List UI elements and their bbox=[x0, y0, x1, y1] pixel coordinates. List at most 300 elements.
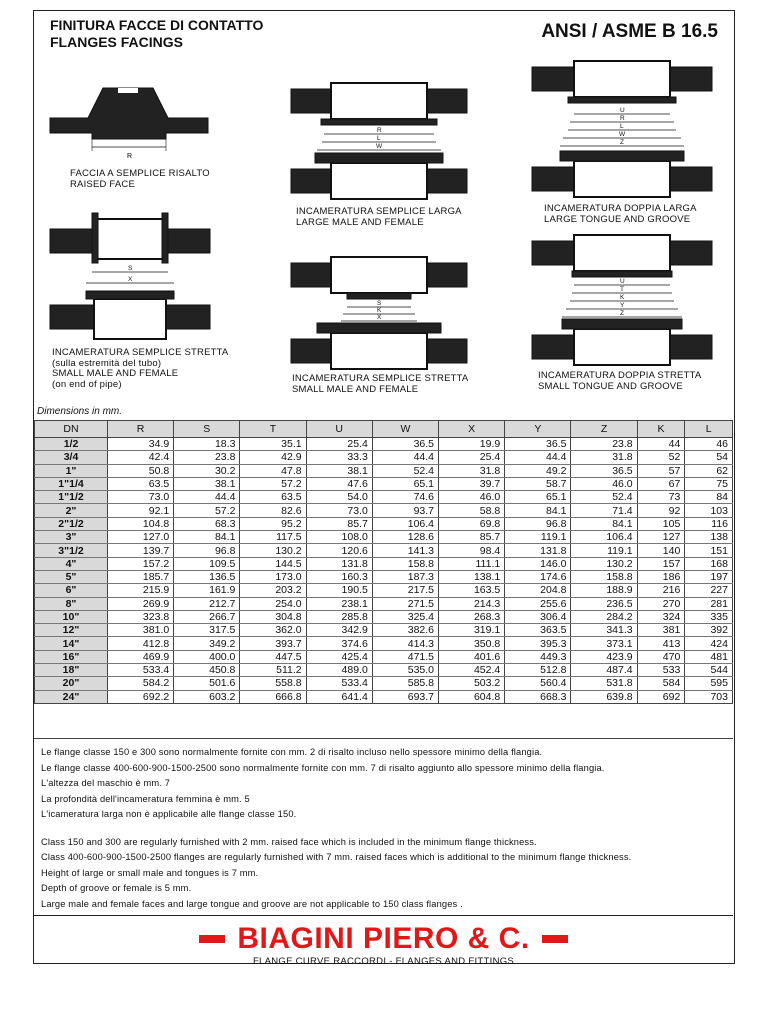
table-cell: 323.8 bbox=[108, 610, 174, 623]
table-cell: 238.1 bbox=[306, 597, 372, 610]
large-male-female-caption: INCAMERATURA SEMPLICE LARGA LARGE MALE AND FEMALE bbox=[296, 206, 462, 228]
table-cell: 341.3 bbox=[571, 624, 637, 637]
table-cell: 36.5 bbox=[505, 438, 571, 451]
table-cell: 639.8 bbox=[571, 690, 637, 703]
table-cell: 317.5 bbox=[174, 624, 240, 637]
table-cell: 641.4 bbox=[306, 690, 372, 703]
table-row bbox=[35, 664, 733, 677]
table-cell: 452.4 bbox=[439, 664, 505, 677]
table-cell: 151 bbox=[685, 544, 733, 557]
table-cell: 82.6 bbox=[240, 504, 306, 517]
small-tongue-groove-diagram bbox=[530, 233, 720, 368]
table-caption: Dimensions in mm. bbox=[37, 406, 123, 417]
table-cell: 447.5 bbox=[240, 650, 306, 663]
table-cell: 52.4 bbox=[372, 464, 438, 477]
table-cell: 84.1 bbox=[174, 531, 240, 544]
title-italian: FINITURA FACCE DI CONTATTO bbox=[50, 17, 264, 33]
table-cell: 42.9 bbox=[240, 451, 306, 464]
table-cell: 173.0 bbox=[240, 570, 306, 583]
table-cell: 501.6 bbox=[174, 677, 240, 690]
table-cell: 692 bbox=[637, 690, 685, 703]
table-cell: 84.1 bbox=[505, 504, 571, 517]
dn-cell: 3/4 bbox=[35, 451, 108, 464]
table-cell: 560.4 bbox=[505, 677, 571, 690]
table-cell: 65.1 bbox=[505, 491, 571, 504]
table-cell: 73.0 bbox=[306, 504, 372, 517]
table-cell: 95.2 bbox=[240, 517, 306, 530]
table-cell: 36.5 bbox=[571, 464, 637, 477]
table-cell: 139.7 bbox=[108, 544, 174, 557]
table-cell: 203.2 bbox=[240, 584, 306, 597]
table-row bbox=[35, 438, 733, 451]
dn-cell: 3" bbox=[35, 531, 108, 544]
dimensions-table bbox=[34, 420, 733, 704]
table-cell: 18.3 bbox=[174, 438, 240, 451]
table-cell: 73 bbox=[637, 491, 685, 504]
table-cell: 158.8 bbox=[372, 557, 438, 570]
table-cell: 469.9 bbox=[108, 650, 174, 663]
table-cell: 92 bbox=[637, 504, 685, 517]
title-english: FLANGES FACINGS bbox=[50, 34, 184, 50]
table-cell: 34.9 bbox=[108, 438, 174, 451]
note-it: L'altezza del maschio è mm. 7 bbox=[41, 778, 171, 788]
column-header: L bbox=[685, 421, 733, 438]
table-row bbox=[35, 584, 733, 597]
footer bbox=[34, 915, 733, 967]
column-header: U bbox=[306, 421, 372, 438]
dn-cell: 1"1/4 bbox=[35, 477, 108, 490]
dim-label: L bbox=[377, 135, 381, 142]
dim-label: R bbox=[620, 115, 625, 122]
table-cell: 63.5 bbox=[108, 477, 174, 490]
table-cell: 268.3 bbox=[439, 610, 505, 623]
large-tongue-groove-caption: INCAMERATURA DOPPIA LARGA LARGE TONGUE AND GROOVE bbox=[544, 203, 697, 225]
table-row bbox=[35, 464, 733, 477]
table-row bbox=[35, 477, 733, 490]
dim-label: U bbox=[620, 278, 625, 285]
table-cell: 108.0 bbox=[306, 531, 372, 544]
dn-cell: 3"1/2 bbox=[35, 544, 108, 557]
table-cell: 23.8 bbox=[174, 451, 240, 464]
table-cell: 212.7 bbox=[174, 597, 240, 610]
table-row bbox=[35, 531, 733, 544]
table-cell: 67 bbox=[637, 477, 685, 490]
table-cell: 35.1 bbox=[240, 438, 306, 451]
note-it: La profondità dell'incameratura femmina è mm. 5 bbox=[41, 793, 250, 804]
table-cell: 119.1 bbox=[505, 531, 571, 544]
table-cell: 73.0 bbox=[108, 491, 174, 504]
dim-label: S bbox=[128, 265, 133, 272]
table-cell: 52 bbox=[637, 451, 685, 464]
table-cell: 138 bbox=[685, 531, 733, 544]
table-cell: 31.8 bbox=[571, 451, 637, 464]
dim-label: R bbox=[377, 127, 382, 134]
dim-label: W bbox=[376, 143, 383, 150]
table-cell: 382.6 bbox=[372, 624, 438, 637]
column-header: DN bbox=[35, 421, 108, 438]
table-cell: 585.8 bbox=[372, 677, 438, 690]
table-cell: 109.5 bbox=[174, 557, 240, 570]
large-male-female-diagram bbox=[289, 81, 474, 206]
table-cell: 44 bbox=[637, 438, 685, 451]
table-cell: 157 bbox=[637, 557, 685, 570]
table-cell: 197 bbox=[685, 570, 733, 583]
standard-title: ANSI / ASME B 16.5 bbox=[541, 21, 718, 42]
table-cell: 84.1 bbox=[571, 517, 637, 530]
table-cell: 44.4 bbox=[505, 451, 571, 464]
small-tongue-groove-caption: INCAMERATURA DOPPIA STRETTA SMALL TONGUE AND GROOVE bbox=[538, 370, 702, 392]
table-cell: 319.1 bbox=[439, 624, 505, 637]
dn-cell: 16" bbox=[35, 650, 108, 663]
dim-label: X bbox=[377, 314, 382, 321]
brand-bar-left bbox=[199, 935, 225, 943]
table-cell: 373.1 bbox=[571, 637, 637, 650]
table-header-row bbox=[35, 421, 733, 438]
table-cell: 58.8 bbox=[439, 504, 505, 517]
table-cell: 136.5 bbox=[174, 570, 240, 583]
table-cell: 414.3 bbox=[372, 637, 438, 650]
table-row bbox=[35, 650, 733, 663]
datasheet bbox=[33, 10, 735, 967]
table-cell: 392 bbox=[685, 624, 733, 637]
table-row bbox=[35, 544, 733, 557]
table-cell: 116 bbox=[685, 517, 733, 530]
table-cell: 423.9 bbox=[571, 650, 637, 663]
table-cell: 38.1 bbox=[306, 464, 372, 477]
column-header: S bbox=[174, 421, 240, 438]
table-cell: 325.4 bbox=[372, 610, 438, 623]
table-cell: 68.3 bbox=[174, 517, 240, 530]
table-cell: 44.4 bbox=[174, 491, 240, 504]
dim-label: W bbox=[619, 131, 626, 138]
table-cell: 284.2 bbox=[571, 610, 637, 623]
dn-cell: 8" bbox=[35, 597, 108, 610]
dn-cell: 5" bbox=[35, 570, 108, 583]
column-header: Z bbox=[571, 421, 637, 438]
table-cell: 106.4 bbox=[571, 531, 637, 544]
table-cell: 131.8 bbox=[306, 557, 372, 570]
table-cell: 131.8 bbox=[505, 544, 571, 557]
table-row bbox=[35, 597, 733, 610]
table-cell: 128.6 bbox=[372, 531, 438, 544]
table-cell: 33.3 bbox=[306, 451, 372, 464]
table-cell: 449.3 bbox=[505, 650, 571, 663]
column-header: R bbox=[108, 421, 174, 438]
note-en: Height of large or small male and tongues is 7 mm. bbox=[41, 867, 259, 878]
table-cell: 381 bbox=[637, 624, 685, 637]
table-row bbox=[35, 637, 733, 650]
table-cell: 271.5 bbox=[372, 597, 438, 610]
column-header: X bbox=[439, 421, 505, 438]
table-cell: 190.5 bbox=[306, 584, 372, 597]
table-cell: 98.4 bbox=[439, 544, 505, 557]
table-cell: 489.0 bbox=[306, 664, 372, 677]
table-cell: 666.8 bbox=[240, 690, 306, 703]
table-row bbox=[35, 677, 733, 690]
dn-cell: 1"1/2 bbox=[35, 491, 108, 504]
table-cell: 512.8 bbox=[505, 664, 571, 677]
table-cell: 46 bbox=[685, 438, 733, 451]
dn-cell: 12" bbox=[35, 624, 108, 637]
table-cell: 120.6 bbox=[306, 544, 372, 557]
table-cell: 25.4 bbox=[439, 451, 505, 464]
table-cell: 71.4 bbox=[571, 504, 637, 517]
table-cell: 117.5 bbox=[240, 531, 306, 544]
note-it: Le flange classe 400-600-900-1500-2500 sono normalmente fornite con mm. 7 di risalto aggiunto allo spessore minimo della flangia. bbox=[41, 762, 605, 773]
table-cell: 54.0 bbox=[306, 491, 372, 504]
table-cell: 350.8 bbox=[439, 637, 505, 650]
table-cell: 533.4 bbox=[108, 664, 174, 677]
table-cell: 424 bbox=[685, 637, 733, 650]
table-cell: 255.6 bbox=[505, 597, 571, 610]
dim-label: Y bbox=[620, 302, 625, 309]
brand-logo bbox=[34, 922, 733, 956]
dn-cell: 18" bbox=[35, 664, 108, 677]
table-cell: 236.5 bbox=[571, 597, 637, 610]
table-cell: 75 bbox=[685, 477, 733, 490]
table-cell: 304.8 bbox=[240, 610, 306, 623]
table-cell: 57 bbox=[637, 464, 685, 477]
dim-label: U bbox=[620, 107, 625, 114]
dn-cell: 2" bbox=[35, 504, 108, 517]
table-cell: 535.0 bbox=[372, 664, 438, 677]
dim-label: Z bbox=[620, 310, 624, 317]
table-cell: 487.4 bbox=[571, 664, 637, 677]
table-cell: 692.2 bbox=[108, 690, 174, 703]
table-cell: 85.7 bbox=[439, 531, 505, 544]
table-row bbox=[35, 491, 733, 504]
table-cell: 46.0 bbox=[439, 491, 505, 504]
table-cell: 503.2 bbox=[439, 677, 505, 690]
table-cell: 38.1 bbox=[174, 477, 240, 490]
table-cell: 69.8 bbox=[439, 517, 505, 530]
table-cell: 374.6 bbox=[306, 637, 372, 650]
table-cell: 603.2 bbox=[174, 690, 240, 703]
note-en: Depth of groove or female is 5 mm. bbox=[41, 883, 192, 893]
table-cell: 30.2 bbox=[174, 464, 240, 477]
note-en: Large male and female faces and large tongue and groove are not applicable to 150 class flanges . bbox=[41, 898, 463, 909]
table-cell: 50.8 bbox=[108, 464, 174, 477]
dim-label: X bbox=[128, 276, 133, 283]
table-cell: 39.7 bbox=[439, 477, 505, 490]
dn-cell: 14" bbox=[35, 637, 108, 650]
table-cell: 595 bbox=[685, 677, 733, 690]
column-header: K bbox=[637, 421, 685, 438]
table-cell: 188.9 bbox=[571, 584, 637, 597]
table-body bbox=[35, 438, 733, 704]
table-cell: 425.4 bbox=[306, 650, 372, 663]
table-cell: 450.8 bbox=[174, 664, 240, 677]
table-cell: 105 bbox=[637, 517, 685, 530]
small-male-female-pipe-caption: INCAMERATURA SEMPLICE STRETTA (sulla estremità del tubo) SMALL MALE AND FEMALE (on end of pipe) bbox=[52, 347, 229, 390]
table-cell: 157.2 bbox=[108, 557, 174, 570]
table-cell: 46.0 bbox=[571, 477, 637, 490]
dim-label: R bbox=[127, 153, 133, 160]
column-header: T bbox=[240, 421, 306, 438]
table-cell: 604.8 bbox=[439, 690, 505, 703]
dim-label: Z bbox=[620, 139, 624, 146]
table-cell: 285.8 bbox=[306, 610, 372, 623]
table-cell: 58.7 bbox=[505, 477, 571, 490]
dn-cell: 1/2 bbox=[35, 438, 108, 451]
brand-tagline: FLANGE CURVE RACCORDI - FLANGES AND FITTINGS bbox=[252, 956, 515, 967]
table-cell: 106.4 bbox=[372, 517, 438, 530]
table-cell: 31.8 bbox=[439, 464, 505, 477]
table-cell: 412.8 bbox=[108, 637, 174, 650]
table-cell: 74.6 bbox=[372, 491, 438, 504]
table-row bbox=[35, 557, 733, 570]
large-tongue-groove-diagram bbox=[530, 59, 720, 199]
dn-cell: 1" bbox=[35, 464, 108, 477]
table-cell: 349.2 bbox=[174, 637, 240, 650]
notes-section bbox=[41, 745, 731, 912]
table-row bbox=[35, 570, 733, 583]
table-cell: 36.5 bbox=[372, 438, 438, 451]
table-cell: 668.3 bbox=[505, 690, 571, 703]
table-cell: 119.1 bbox=[571, 544, 637, 557]
table-row bbox=[35, 610, 733, 623]
table-row bbox=[35, 624, 733, 637]
table-cell: 174.6 bbox=[505, 570, 571, 583]
small-male-female-caption: INCAMERATURA SEMPLICE STRETTA SMALL MALE AND FEMALE bbox=[292, 373, 469, 395]
dim-label: S bbox=[377, 300, 382, 307]
dim-label: T bbox=[620, 286, 624, 293]
table-cell: 52.4 bbox=[571, 491, 637, 504]
table-cell: 533 bbox=[637, 664, 685, 677]
dim-label: K bbox=[620, 294, 625, 301]
table-cell: 146.0 bbox=[505, 557, 571, 570]
table-row bbox=[35, 504, 733, 517]
table-cell: 54 bbox=[685, 451, 733, 464]
brand-bar-right bbox=[542, 935, 568, 943]
table-cell: 104.8 bbox=[108, 517, 174, 530]
table-cell: 161.9 bbox=[174, 584, 240, 597]
table-cell: 204.8 bbox=[505, 584, 571, 597]
table-cell: 584 bbox=[637, 677, 685, 690]
table-cell: 254.0 bbox=[240, 597, 306, 610]
table-row bbox=[35, 690, 733, 703]
table-row bbox=[35, 451, 733, 464]
table-cell: 558.8 bbox=[240, 677, 306, 690]
table-cell: 270 bbox=[637, 597, 685, 610]
table-cell: 96.8 bbox=[174, 544, 240, 557]
table-cell: 57.2 bbox=[240, 477, 306, 490]
raised-face-diagram bbox=[48, 83, 218, 173]
table-cell: 395.3 bbox=[505, 637, 571, 650]
dn-cell: 24" bbox=[35, 690, 108, 703]
dn-cell: 10" bbox=[35, 610, 108, 623]
table-cell: 130.2 bbox=[571, 557, 637, 570]
table-cell: 49.2 bbox=[505, 464, 571, 477]
table-cell: 324 bbox=[637, 610, 685, 623]
table-cell: 531.8 bbox=[571, 677, 637, 690]
table-cell: 187.3 bbox=[372, 570, 438, 583]
table-cell: 47.6 bbox=[306, 477, 372, 490]
table-cell: 342.9 bbox=[306, 624, 372, 637]
table-cell: 19.9 bbox=[439, 438, 505, 451]
table-cell: 511.2 bbox=[240, 664, 306, 677]
table-cell: 266.7 bbox=[174, 610, 240, 623]
table-cell: 544 bbox=[685, 664, 733, 677]
table-cell: 471.5 bbox=[372, 650, 438, 663]
dn-cell: 2"1/2 bbox=[35, 517, 108, 530]
small-male-female-pipe-diagram bbox=[48, 209, 228, 349]
table-cell: 47.8 bbox=[240, 464, 306, 477]
table-cell: 400.0 bbox=[174, 650, 240, 663]
table-cell: 693.7 bbox=[372, 690, 438, 703]
table-cell: 185.7 bbox=[108, 570, 174, 583]
table-cell: 584.2 bbox=[108, 677, 174, 690]
page-title bbox=[50, 17, 263, 51]
raised-face-caption: FACCIA A SEMPLICE RISALTO RAISED FACE bbox=[70, 168, 210, 190]
dim-label: K bbox=[377, 307, 382, 314]
table-cell: 215.9 bbox=[108, 584, 174, 597]
table-cell: 306.4 bbox=[505, 610, 571, 623]
table-cell: 44.4 bbox=[372, 451, 438, 464]
table-cell: 381.0 bbox=[108, 624, 174, 637]
table-cell: 363.5 bbox=[505, 624, 571, 637]
dim-label: L bbox=[620, 123, 624, 130]
table-cell: 470 bbox=[637, 650, 685, 663]
table-cell: 42.4 bbox=[108, 451, 174, 464]
note-en: Class 150 and 300 are regularly furnished with 2 mm. raised face which is included in the minimum flange thickness. bbox=[41, 836, 537, 847]
table-cell: 160.3 bbox=[306, 570, 372, 583]
table-cell: 227 bbox=[685, 584, 733, 597]
table-row bbox=[35, 517, 733, 530]
table-cell: 111.1 bbox=[439, 557, 505, 570]
table-cell: 25.4 bbox=[306, 438, 372, 451]
table-cell: 96.8 bbox=[505, 517, 571, 530]
dn-cell: 4" bbox=[35, 557, 108, 570]
table-cell: 92.1 bbox=[108, 504, 174, 517]
table-cell: 703 bbox=[685, 690, 733, 703]
table-cell: 281 bbox=[685, 597, 733, 610]
table-cell: 216 bbox=[637, 584, 685, 597]
table-cell: 141.3 bbox=[372, 544, 438, 557]
table-cell: 401.6 bbox=[439, 650, 505, 663]
table-cell: 269.9 bbox=[108, 597, 174, 610]
table-cell: 186 bbox=[637, 570, 685, 583]
table-cell: 158.8 bbox=[571, 570, 637, 583]
table-cell: 103 bbox=[685, 504, 733, 517]
table-cell: 481 bbox=[685, 650, 733, 663]
brand-name: BIAGINI PIERO & C. bbox=[237, 922, 530, 955]
note-en: Class 400-600-900-1500-2500 flanges are regularly furnished with 7 mm. raised faces which is additional to the minimum flange thickness. bbox=[41, 852, 632, 862]
table-cell: 138.1 bbox=[439, 570, 505, 583]
column-header: Y bbox=[505, 421, 571, 438]
table-cell: 533.4 bbox=[306, 677, 372, 690]
table-cell: 393.7 bbox=[240, 637, 306, 650]
table-cell: 23.8 bbox=[571, 438, 637, 451]
table-cell: 93.7 bbox=[372, 504, 438, 517]
note-it: Le flange classe 150 e 300 sono normalmente fornite con mm. 2 di risalto incluso nello spessore minimo della flangia. bbox=[41, 747, 543, 757]
table-cell: 65.1 bbox=[372, 477, 438, 490]
table-cell: 144.5 bbox=[240, 557, 306, 570]
table-cell: 163.5 bbox=[439, 584, 505, 597]
table-cell: 140 bbox=[637, 544, 685, 557]
table-cell: 84 bbox=[685, 491, 733, 504]
small-male-female-diagram bbox=[289, 251, 474, 376]
table-cell: 217.5 bbox=[372, 584, 438, 597]
dn-cell: 6" bbox=[35, 584, 108, 597]
table-cell: 57.2 bbox=[174, 504, 240, 517]
table-cell: 362.0 bbox=[240, 624, 306, 637]
table-cell: 63.5 bbox=[240, 491, 306, 504]
table-cell: 85.7 bbox=[306, 517, 372, 530]
table-cell: 127.0 bbox=[108, 531, 174, 544]
table-cell: 413 bbox=[637, 637, 685, 650]
note-it: L'icameratura larga non è applicabile alle flange classe 150. bbox=[41, 809, 297, 819]
